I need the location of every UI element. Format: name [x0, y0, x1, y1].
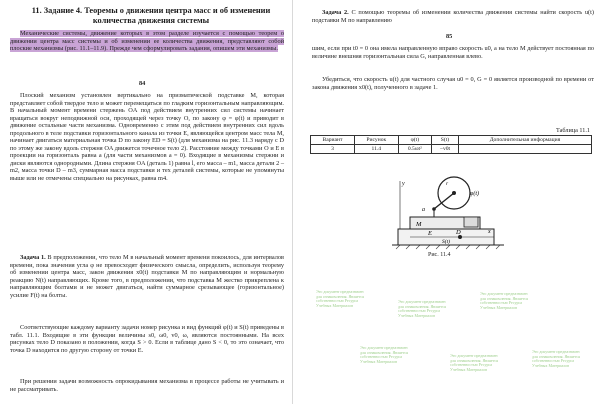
- label-phi: φ(t): [470, 191, 479, 197]
- cell-figure: 11.4: [354, 145, 398, 154]
- problem-2-text: С помощью теоремы об изменении количества движения системы найти скорость u(t) подставки M по направлению: [312, 9, 594, 24]
- table-header-row: [311, 136, 592, 145]
- watermark-stamp: Это документ предназначен для ознакомления. Является собственностью Ресурса Учебных Материалов: [480, 291, 528, 310]
- last-paragraph: При решении задачи возможность опрокидывания механизма в процессе работы не учитывать и не рассматривать.: [10, 378, 284, 393]
- label-x: x: [488, 229, 491, 235]
- cell-phi: 0.5ωt²: [398, 145, 431, 154]
- left-page: [0, 0, 293, 404]
- header-variant: Вариант: [311, 136, 355, 145]
- label-a: a: [422, 207, 425, 213]
- cell-s: −v0t: [431, 145, 458, 154]
- header-phi: φ(t): [398, 136, 431, 145]
- problem-1-paragraph: [10, 254, 284, 299]
- label-m: M: [416, 221, 422, 228]
- label-d: D: [456, 229, 461, 236]
- pivot-o: [432, 207, 436, 211]
- cell-variant: 3: [311, 145, 355, 154]
- section-title: 11. Задание 4. Теоремы о движении центра масс и об изменении количества движения системы: [31, 6, 271, 25]
- body-paragraph: Плоский механизм установлен вертикально на призматической подставке M, которая представляет собой твердое тело и может перемещаться по гладким горизонтальным направляющим. В начальный момент времени стержень OA под действием внутренних сил системы начинает вращаться вокруг неподвижной оси, проходящей через точку O, по закону φ = φ(t) и приводит в движение остальные части механизма. Одновременно с этим под действием внутренних сил вдоль продольного в теле подставки горизонтального канала из точки E, являющейся центром масс тела M, начинает двигаться материальная точка D по закону ED = S(t) (для механизма на рис. 11.3 наряду с D по этому же закону вдоль стержня OA движется точечное тело 2). Расстояние между точками O и E в проекции на горизонталь равна a (для части механизмов a = 0). Входящие в механизмы стержни и диски являются однородными. Длина стержня OA (деталь 1) равна l, его масса – m1, масса детали 2 – m2, масса точки D – m3, суммарная масса подставки и тех деталей системы, которые не упомянуты выше или не отмечены специально на рисунках, равна m4.: [10, 92, 284, 183]
- functions-paragraph: Соответствующие каждому варианту задачи номер рисунка и вид функций φ(t) и S(t) приведены в табл. 11.1. Входящие в эти функции величины s0, ω0, v0, ω, являются постоянными. На всех рисунках тело D показано в положении, когда S > 0. Если в таблице дано S < 0, то это означает, что точка D находится по другую сторону от точки E.: [10, 324, 284, 354]
- label-e: E: [428, 230, 432, 237]
- right-page: [300, 0, 600, 404]
- rod-oa: [434, 193, 454, 209]
- watermark-stamp: Это документ предназначен для ознакомления. Является собственностью Ресурса Учебных Материалов: [532, 349, 580, 368]
- cell-extra: [458, 145, 591, 154]
- watermark-stamp: Это документ предназначен для ознакомления. Является собственностью Ресурса Учебных Материалов: [398, 299, 446, 318]
- watermark-stamp: Это документ предназначен для ознакомления. Является собственностью Ресурса Учебных Материалов: [360, 345, 408, 364]
- variants-table: [310, 135, 592, 154]
- table-row: [311, 145, 592, 154]
- header-extra: Дополнительная информация: [458, 136, 591, 145]
- label-s: S(t): [442, 239, 450, 245]
- continuation-paragraph: шим, если при t0 = 0 она имела направленную вправо скорость u0, а на тело M действует постоянная по величине внешняя горизонтальная сила G, направленная влево.: [312, 45, 594, 60]
- side-block: [464, 217, 478, 227]
- intro-paragraph: [10, 30, 284, 53]
- watermark-stamp: Это документ предназначен для ознакомления. Является собственностью Ресурса Учебных Материалов: [316, 289, 364, 308]
- table-caption: Таблица 11.1: [556, 127, 590, 134]
- mechanism-figure: [388, 171, 508, 251]
- label-r: r: [446, 181, 449, 187]
- watermark-stamp: Это документ предназначен для ознакомления. Является собственностью Ресурса Учебных Материалов: [450, 353, 498, 372]
- header-figure: Рисунок: [354, 136, 398, 145]
- problem-1-label: Задача 1.: [20, 254, 46, 261]
- figure-caption: Рис. 11.4: [428, 252, 451, 258]
- ground-hatch: [396, 245, 500, 249]
- page-number-left: 84: [139, 80, 146, 87]
- problem-1-text: В предположении, что тело M в начальный момент времени покоилось, для интервалов времени, пока значения угла φ не превосходят физического смысла, определить, используя теорему об изменении центра масс, закон движения x0(t) подставки M по направляющим и нормальную реакцию N(t) направляющих. Кроме того, в предположении, что подставка M жестко прикреплена к направляющим болтами и не может двигаться, найти суммарное срезывающее (горизонтальное) усилие F(t) на болты.: [10, 254, 284, 299]
- intro-text: Механические системы, движение которых в этом разделе изучается с помощью теорем о движении центра масс системы и об изменении ее количества движения, представляют собой плоские механизмы (рис. 11.1–11.9). Прежде чем сформулировать задания, опишем эти механизмы.: [10, 30, 284, 53]
- header-s: S(t): [431, 136, 458, 145]
- page-number-right: 85: [446, 33, 453, 40]
- verification-paragraph: Убедиться, что скорость u(t) для частного случая u0 = 0, G = 0 является производной по времени от закона движения x0(t), полученного в задаче 1.: [312, 76, 594, 91]
- problem-2-label: Задача 2.: [322, 9, 349, 16]
- label-y: y: [402, 181, 405, 187]
- problem-2-paragraph: [312, 9, 594, 24]
